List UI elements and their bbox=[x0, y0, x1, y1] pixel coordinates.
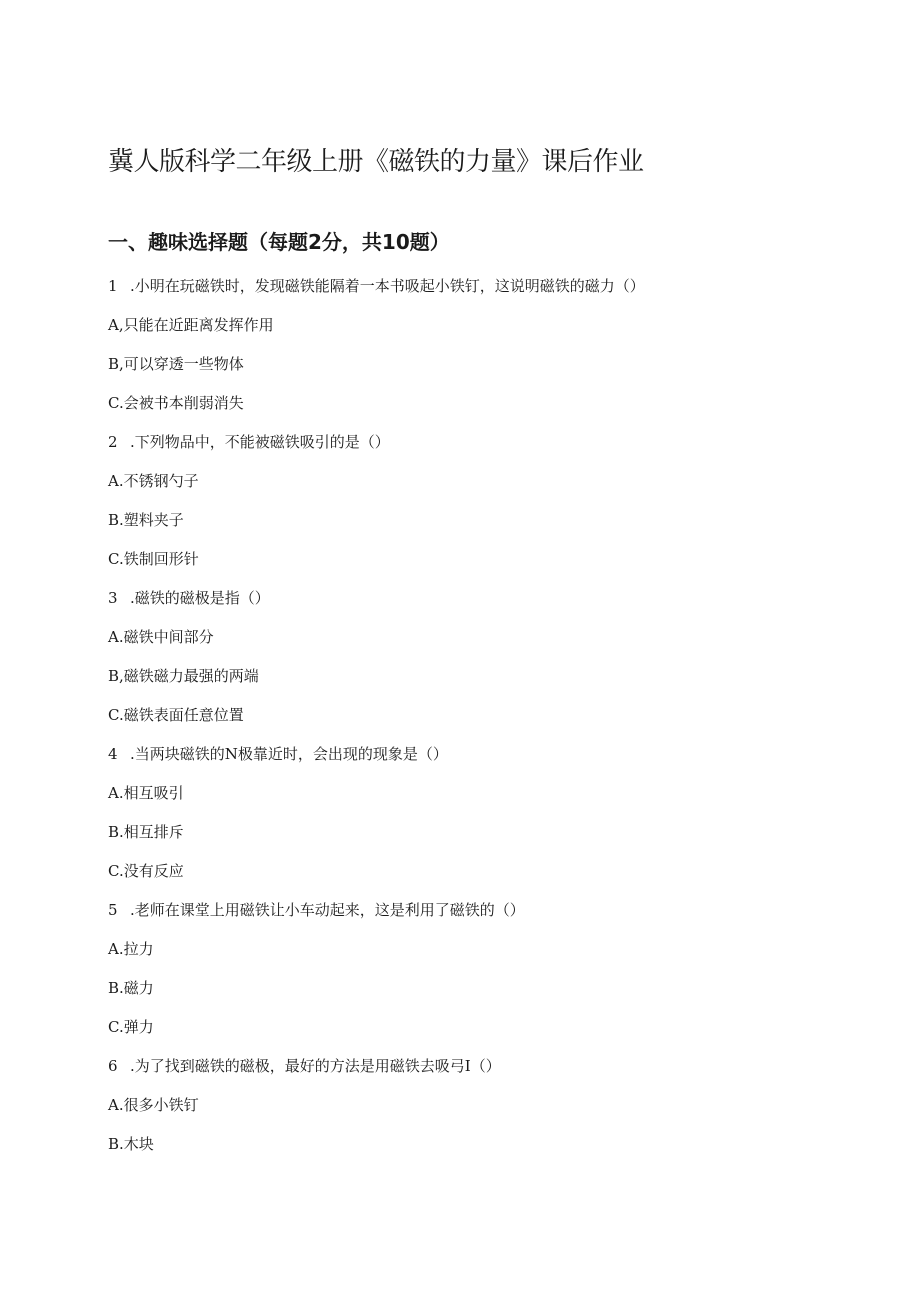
question-3-option-a: A.磁铁中间部分 bbox=[108, 628, 214, 646]
question-text: .老师在课堂上用磁铁让小车动起来，这是利用了磁铁的（） bbox=[130, 901, 525, 919]
question-2-option-b: B.塑料夹子 bbox=[108, 511, 184, 529]
question-number: 2 bbox=[108, 433, 118, 451]
question-3 bbox=[108, 586, 270, 610]
question-text: .为了找到磁铁的磁极，最好的方法是用磁铁去吸弓I（） bbox=[130, 1057, 501, 1075]
question-4-option-a: A.相互吸引 bbox=[108, 784, 184, 802]
question-number: 3 bbox=[108, 589, 118, 607]
question-1-option-b: B,可以穿透一些物体 bbox=[108, 355, 244, 373]
question-3-option-c: C.磁铁表面任意位置 bbox=[108, 706, 244, 724]
question-1-option-c: C.会被书本削弱消失 bbox=[108, 394, 244, 412]
question-4-option-c: C.没有反应 bbox=[108, 862, 184, 880]
question-number: 6 bbox=[108, 1057, 118, 1075]
question-5-option-b: B.磁力 bbox=[108, 979, 154, 997]
question-text: .磁铁的磁极是指（） bbox=[130, 589, 270, 607]
question-3-option-b: B,磁铁磁力最强的两端 bbox=[108, 667, 259, 685]
question-1 bbox=[108, 274, 645, 298]
question-4-option-b: B.相互排斥 bbox=[108, 823, 184, 841]
question-4 bbox=[108, 742, 448, 766]
question-text: .当两块磁铁的N极靠近时，会出现的现象是（） bbox=[130, 745, 448, 763]
question-number: 4 bbox=[108, 745, 118, 763]
question-text: .小明在玩磁铁时，发现磁铁能隔着一本书吸起小铁钉，这说明磁铁的磁力（） bbox=[130, 277, 645, 295]
question-6-option-a: A.很多小铁钉 bbox=[108, 1096, 199, 1114]
question-5-option-c: C.弹力 bbox=[108, 1018, 154, 1036]
question-2-option-a: A.不锈钢勺子 bbox=[108, 472, 199, 490]
question-6-option-b: B.木块 bbox=[108, 1135, 154, 1153]
question-1-option-a: A,只能在近距离发挥作用 bbox=[108, 316, 274, 334]
question-2-option-c: C.铁制回形针 bbox=[108, 550, 199, 568]
question-6 bbox=[108, 1054, 501, 1078]
document-title: 冀人版科学二年级上册《磁铁的力量》课后作业 bbox=[108, 147, 644, 177]
question-5-option-a: A.拉力 bbox=[108, 940, 154, 958]
question-number: 5 bbox=[108, 901, 118, 919]
section-heading: 一、趣味选择题（每题2分，共10题） bbox=[108, 230, 450, 254]
question-5 bbox=[108, 898, 525, 922]
question-2 bbox=[108, 430, 390, 454]
question-number: 1 bbox=[108, 277, 118, 295]
question-text: .下列物品中，不能被磁铁吸引的是（） bbox=[130, 433, 390, 451]
